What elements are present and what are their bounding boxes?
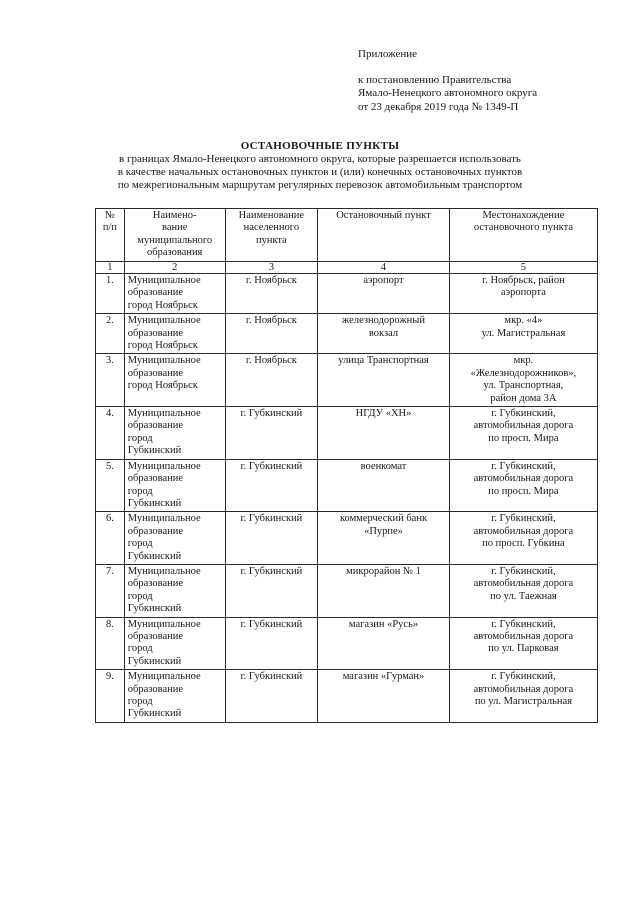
settlement-cell: г. Ноябрьск	[225, 354, 318, 407]
settlement-cell: г. Губкинский	[225, 564, 318, 617]
document-title: ОСТАНОВОЧНЫЕ ПУНКТЫ	[240, 140, 400, 152]
municipality-cell: Муниципальное образование город Ноябрьск	[124, 274, 225, 314]
document-heading	[0, 140, 640, 192]
table-row	[96, 354, 598, 407]
row-number: 9.	[96, 670, 125, 723]
settlement-cell: г. Губкинский	[225, 512, 318, 565]
stop-cell: коммерческий банк «Пурпе»	[318, 512, 450, 565]
row-number: 1.	[96, 274, 125, 314]
appendix-line: от 23 декабря 2019 года № 1349-П	[358, 100, 519, 113]
appendix-gap	[358, 62, 537, 74]
column-index-cell: 5	[449, 262, 597, 274]
municipality-cell: Муниципальное образование город Губкинский	[124, 407, 225, 460]
row-number: 5.	[96, 459, 125, 512]
stops-table-body	[96, 262, 598, 723]
column-index-row	[96, 262, 598, 274]
row-number: 2.	[96, 314, 125, 354]
stop-cell: военкомат	[318, 459, 450, 512]
row-number: 8.	[96, 617, 125, 670]
row-number: 7.	[96, 564, 125, 617]
column-index-cell: 1	[96, 262, 125, 274]
row-number: 6.	[96, 512, 125, 565]
municipality-cell: Муниципальное образование город Губкинский	[124, 459, 225, 512]
municipality-cell: Муниципальное образование город Губкинский	[124, 512, 225, 565]
settlement-cell: г. Губкинский	[225, 407, 318, 460]
municipality-cell: Муниципальное образование город Губкинский	[124, 564, 225, 617]
location-cell: г. Губкинский, автомобильная дорога по просп. Губкина	[449, 512, 597, 565]
document-subtitle-line: в границах Ямало-Ненецкого автономного округа, которые разрешается использовать	[119, 153, 521, 165]
table-row	[96, 670, 598, 723]
stop-cell: железнодорожный вокзал	[318, 314, 450, 354]
column-index-cell: 2	[124, 262, 225, 274]
row-number: 3.	[96, 354, 125, 407]
settlement-cell: г. Губкинский	[225, 670, 318, 723]
stops-table	[95, 208, 598, 723]
header-stop: Остановочный пункт	[318, 209, 450, 262]
location-cell: г. Губкинский, автомобильная дорога по просп. Мира	[449, 407, 597, 460]
document-subtitle-line: по межрегиональным маршрутам регулярных перевозок автомобильным транспортом	[117, 179, 523, 191]
location-cell: г. Губкинский, автомобильная дорога по просп. Мира	[449, 459, 597, 512]
settlement-cell: г. Ноябрьск	[225, 274, 318, 314]
location-cell: г. Губкинский, автомобильная дорога по ул. Таежная	[449, 564, 597, 617]
municipality-cell: Муниципальное образование город Ноябрьск	[124, 354, 225, 407]
location-cell: г. Губкинский, автомобильная дорога по ул. Парковая	[449, 617, 597, 670]
header-settlement: Наименование населенного пункта	[225, 209, 318, 262]
header-location: Местонахождение остановочного пункта	[449, 209, 597, 262]
document-subtitle-line: в качестве начальных остановочных пунктов и (или) конечных остановочных пунктов	[117, 166, 523, 178]
header-municipality: Наимено- вание муниципального образования	[124, 209, 225, 262]
settlement-cell: г. Ноябрьск	[225, 314, 318, 354]
table-row	[96, 564, 598, 617]
stop-cell: магазин «Русь»	[318, 617, 450, 670]
location-cell: г. Ноябрьск, район аэропорта	[449, 274, 597, 314]
column-index-cell: 3	[225, 262, 318, 274]
column-index-cell: 4	[318, 262, 450, 274]
stop-cell: магазин «Гурман»	[318, 670, 450, 723]
municipality-cell: Муниципальное образование город Губкинский	[124, 670, 225, 723]
appendix-line: к постановлению Правительства	[358, 73, 512, 86]
stop-cell: микрорайон № 1	[318, 564, 450, 617]
table-row	[96, 274, 598, 314]
appendix-line: Ямало-Ненецкого автономного округа	[358, 87, 538, 99]
settlement-cell: г. Губкинский	[225, 459, 318, 512]
location-cell: г. Губкинский, автомобильная дорога по ул. Магистральная	[449, 670, 597, 723]
stop-cell: НГДУ «ХН»	[318, 407, 450, 460]
row-number: 4.	[96, 407, 125, 460]
header-number: № п/п	[96, 209, 125, 262]
location-cell: мкр. «Железнодорожников», ул. Транспортная, район дома 3А	[449, 354, 597, 407]
settlement-cell: г. Губкинский	[225, 617, 318, 670]
municipality-cell: Муниципальное образование город Ноябрьск	[124, 314, 225, 354]
table-row	[96, 407, 598, 460]
stop-cell: улица Транспортная	[318, 354, 450, 407]
appendix-label: Приложение	[358, 48, 418, 60]
municipality-cell: Муниципальное образование город Губкинский	[124, 617, 225, 670]
header-row	[96, 209, 598, 262]
stop-cell: аэропорт	[318, 274, 450, 314]
appendix-block	[358, 48, 537, 114]
table-row	[96, 314, 598, 354]
stops-table-header	[96, 209, 598, 262]
table-row	[96, 512, 598, 565]
location-cell: мкр. «4» ул. Магистральная	[449, 314, 597, 354]
table-row	[96, 459, 598, 512]
table-row	[96, 617, 598, 670]
